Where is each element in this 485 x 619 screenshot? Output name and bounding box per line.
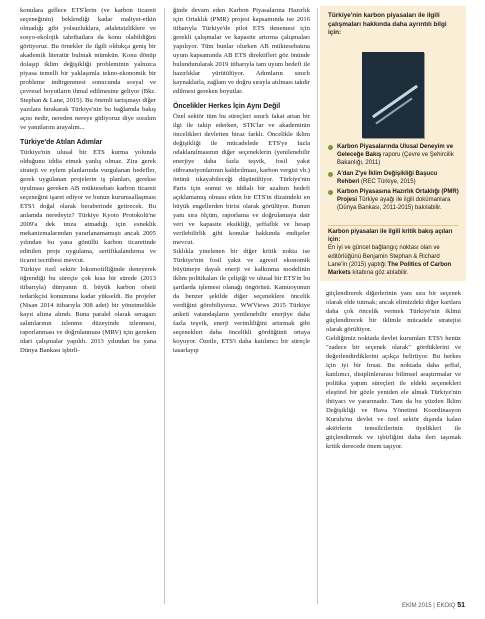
paragraph: güçlendirerek diğerlerinin yanı sıra bir seçenek olarak elde tutmak; ancak elimizdeki diğer kartlara daha çok öncelik vermek Türkiye'nin iklimi güçlendirecek bir iklimle mücadele stratejisi olarak görülüyor. <box>326 290 461 333</box>
resource-title: A'dan Z'ye İklim Değişikliği Başucu Rehberi <box>337 170 438 185</box>
resource-detail: Türkiye ayağı ile ilgili dokümanlara (Dünya Bankası, 2011-2015) bakılabilir. <box>337 197 451 212</box>
resource-item <box>328 170 460 186</box>
critical-views-text: En iyi ve güncel bağlangıç noktası olan ve editörlüğünü Benjamin Stephan & Richard Lane'in (2015) yaptığı <box>328 245 440 268</box>
info-box-title: Türkiye'nin karbon piyasaları ile ilgili çalışmaları hakkında daha ayrıntılı bilgi için: <box>328 12 447 37</box>
paragraph: Geldiğimiz noktada devlet kurumları ETS'i henüz "zadece bir seçenek olarak" gördüklerini ve değerlendirdiklerini açıkça belirtiyor. Bu herkes için iyi bir fırsat. Bu noktada daha şeffaf, katılımcı, disiplinlerarası bilimsel araştırmalar ve politika yapım süreçleri ile eldeki seçenekleri eleştirel bir gözle yeniden ele almak Türkiye'nin ihtiyacı ve yararınadır. Tam da bu yüzden İklim Değişikliği ve Hava Yönetimi Koordinasyon Kurulu'nu devlet ve özel sektör dışında kalan aktörlerin temsilcilerinin üyelikleri ile güçlendirmek ve işbirliğini daha ileri taşımak kritik derecede önem taşıyor. <box>326 335 461 450</box>
resource-detail: (REC Türkiye, 2015) <box>359 178 416 185</box>
bullet-icon <box>328 145 333 150</box>
section-heading: Türkiye'de Atılan Adımlar <box>20 139 103 146</box>
resource-list <box>328 143 460 215</box>
issue-label: EKİM 2015 | EKOIQ <box>401 603 456 609</box>
info-box <box>320 6 466 281</box>
paragraph: Özel sektör tüm bu süreçleri sınırlı fakat artan bir ilgi ile takip ederken, STK'lar ve akademinin öncelikleri devletten biraz farklı. Öncelikle iklim değişikliği ile mücadelede ETS'ye fazla odaklanılmasının diğer seçeneklerin (yenilenebilir enerjiye daha fazla teşvik, fosil yakıt sübvansiyonlarının kaldırılması, karbon vergisi vb.) önünü tıkayabileceği düşünülüyor. Türkiye'nin Paris için somut ve iddialı bir azaltım hedefi açıklamamış olması etkin bir ETS'in dizaindeki en büyük engellerden birisi olarak görülüyor. Bunun yanı sıra ölçüm, raporlama ve doğrulamaya dair veri ve kapasite eksikliği, şeffaflık ve hesap verilebilirlik gibi konular hakkında endişeler mevcut. <box>173 113 310 246</box>
resource-detail: raporu (Çevre ve Şehircilik Bakanlığı, 2011) <box>337 152 454 167</box>
page-number: 51 <box>457 602 465 609</box>
bullet-icon <box>328 190 333 195</box>
article-column-1 <box>20 6 156 355</box>
paragraph: Türkiye'nin ulusal bir ETS kurma yolunda olduğunu iddia etmek yanlış olmaz. Zira gerek strateji ve eylem planlarında vurgulanan hedefler, gerek uygulanan projelerin iş planları, gerekse uyulması gereken AB müktesebatı karbon ticareti seçeneğini işaret ediyor ve bunun kurumsallaşması ETS'i doğal olarak beraberinde getirecek. Bu anlamda neredeyiz? Türkiye Kyoto Protokolü'ne 2009'a dek imza atmadığı için esneklik mekanizmalarından yararlanamamıştı ancak 2005 yılından bu yana gönüllü karbon ticaretinde edinilen proje uygulama, sertifikalandırma ve ticaret tecrübesi mevcut. <box>20 149 156 264</box>
section-heading: Öncelikler Herkes İçin Aynı Değil <box>173 103 281 110</box>
book-title: The Politics of Carbon Markets <box>328 261 452 277</box>
critical-views-tail: kitabına göz atılabilir. <box>350 270 409 277</box>
critical-views-note <box>328 228 460 277</box>
resource-title: Karbon Piyasasına Hazırlık Ortaklığı (PMR) Projesi <box>337 189 459 204</box>
info-box-divider <box>328 225 458 226</box>
paragraph: konulara gellece ETS'lerin (ve karbon ticareti seçeneğinin) beklendiği kadar maliyet-etkin olmadığı gibi yolsuzluklara, adaletsizliklere ve sosyo-ekolojik tahribatlara da konu olabildiğini görüyoruz. Bu örnekler ile ilgili oldukça geniş bir akademik literatür bulmak mümkün. Konu dönüp dolaşıp iklim değişikliği probleminin yalnızca piyasa temelli bir yaklaşımla tekno-ekonomik bir probleme indirgenmesi sonucunda sosyal ve çevresel boyutların ihmal edilmesine geliyor (Bkz. Stephan & Lane, 2015). Bu önemli tartışmayı diğer yazılara bırakarak Türkiye'nin bu bağlamda bakış açısı nedir, nereden nereye gidiyoruz diye soralım ve yanıtlarını arayalım... <box>20 7 156 131</box>
article-column-2 <box>173 6 310 355</box>
paragraph: Türkiye özel sektör lokomotifliğinde deneyerek öğrendiği bu süreçte çok kısa bir sürede (2013 itibarıyla) dünyanın 8. büyük karbon ofseti tedarikçisi konumuna kadar yükseldi. Bu projeler (Nisan 2014 itibarıyla 308 adet) bir yönetmelikle kayıt altına alındı. Buna paralel olarak seragazı salımlarının izlenme düzeyinde izlenmesi, raporlanması ve doğrulanması (MRV) için gereken idari çalışmalar yapıldı. 2013 yılından bu yana Dünya Bankası işbirli- <box>20 266 156 354</box>
resource-item <box>328 188 460 213</box>
resource-title: Karbon Piyasalarında Ulusal Deneyim ve Geleceğe Bakış <box>337 144 454 159</box>
article-column-3 <box>326 289 461 451</box>
column-divider <box>164 8 165 604</box>
bullet-icon <box>328 172 333 177</box>
cover-streak <box>372 85 418 118</box>
column-divider <box>317 8 318 604</box>
resource-item <box>328 143 460 168</box>
paragraph: Sıklıkla yinelenen bir diğer kritik nokta ise Türkiye'nin fosil yakıt ve agresif ekonomik büyümeye dayalı enerji ve kalkınma modelinin iklim politikaları ile çelişiği ve ulusal bir ETS'in bu şartlarda işlemesi olanağı öngörüsü. Kamuoyunun da benzer şekilde diğer seçeneklere öncelik verdiğini görebiliyoruz. WWViews 2015 Türkiye anketi vatandaşların yenilenebilir enerjiye daha fazla teşvik, enerji verimliliğini artırmak gibi seçenekleri daha öncelikli gördüğünü ortaya koyuyor. Özetle, ETS'i daha katılımcı bir süreçle tasarlayıp <box>173 248 310 354</box>
paragraph: ğinde devam eden Karbon Piyasalarına Hazırlık için Ortaklık (PMR) projesi kapsamında ise 2016 itibarıyla Türkiye'de pilot ETS denemesi için gerekli çalışmalar ve kapasite artırma çalışmaları yapılıyor. Tüm bunlar olurken AB müktesebatına uyum kapsamında AB ETS direktifleri göz önünde bulundurularak 2019 itibarıyla tam uyum hedefi ile hazırlıklar yürütülüyor. Adımların sınırlı kaynaklarla, zağlam ve doğru sırayla atılması takdir edilmesi gereken boyutlar. <box>173 7 310 95</box>
book-cover-image <box>362 52 424 138</box>
page-footer <box>402 602 465 609</box>
critical-views-heading: Karbon piyasaları ile ilgili kritik bakış açıları için: <box>328 229 453 244</box>
